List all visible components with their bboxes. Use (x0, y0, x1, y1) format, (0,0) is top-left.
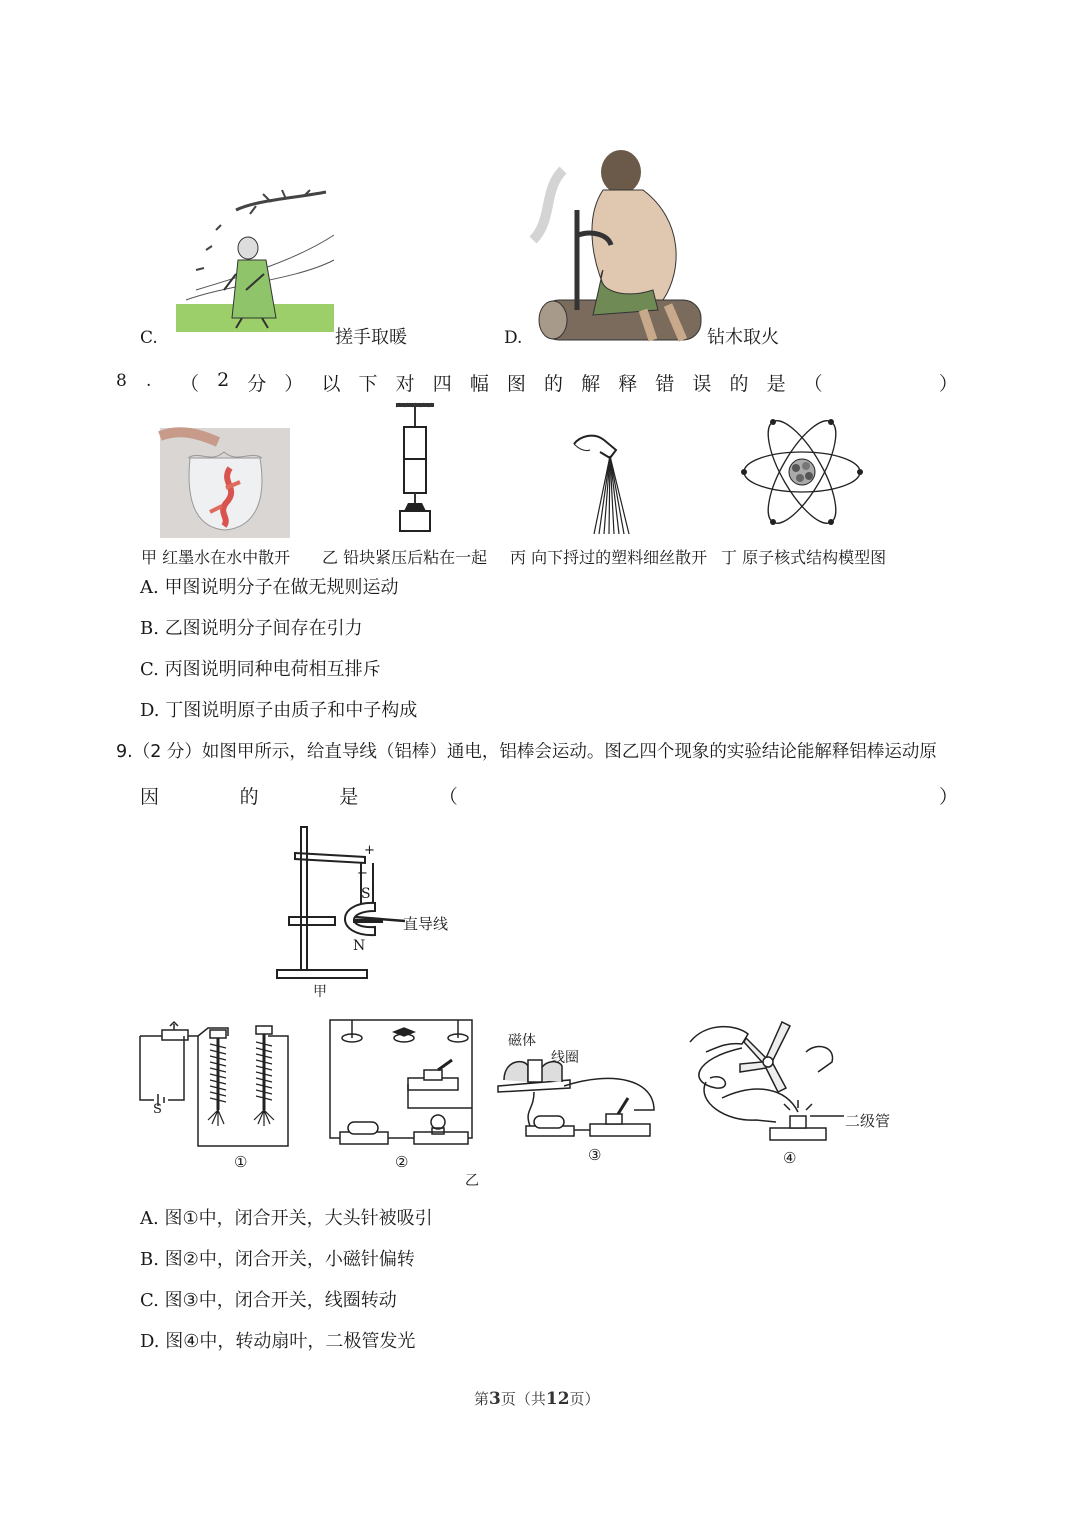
option-d-letter: D. (504, 328, 523, 348)
q9-option-b[interactable]: B. 图②中，闭合开关，小磁针偏转 (140, 1249, 415, 1270)
jia-minus: − (357, 866, 368, 881)
q8-number: 8 (116, 371, 127, 391)
yi-3-magnet-label: 磁体 (508, 1033, 536, 1049)
caption-jia: 甲 红墨水在水中散开 (141, 548, 291, 567)
option-c-text: 搓手取暖 (335, 327, 407, 348)
option-c-letter: C. (140, 328, 158, 348)
yi-4-diode-label: 二级管 (845, 1112, 891, 1130)
caption-bing: 丙 向下捋过的塑料细丝散开 (510, 548, 708, 567)
figure-c-rubbing-hands (176, 190, 336, 332)
jia-plus: + (364, 843, 375, 858)
q8-option-c[interactable]: C. 丙图说明同种电荷相互排斥 (140, 659, 381, 680)
figure-yi-lead-blocks (390, 403, 440, 533)
yi-num-3: ③ (588, 1146, 602, 1164)
yi-3-coil-label: 线圈 (551, 1050, 579, 1066)
figure-yi-1-electromagnet (138, 1018, 293, 1148)
figure-bing-strings (570, 430, 640, 536)
jia-s-pole: S (361, 886, 371, 902)
jia-n-pole: N (353, 938, 366, 954)
q9-stem-line2: 因 的 是 （ ） (140, 786, 958, 808)
q8-stem: （ 2 分 ） 以 下 对 四 幅 图 的 解 释 错 误 的 是 （ ） (180, 369, 958, 395)
yi-caption: 乙 (465, 1173, 479, 1189)
figure-jia-ink (160, 428, 290, 538)
figure-yi-2-compass (328, 1012, 476, 1148)
q8-dot: . (146, 371, 152, 391)
page-footer: 第3页（共12页） (474, 1389, 600, 1409)
q9-option-a[interactable]: A. 图①中，闭合开关，大头针被吸引 (140, 1208, 433, 1229)
q9-option-c[interactable]: C. 图③中，闭合开关，线圈转动 (140, 1290, 397, 1311)
figure-d-drilling-fire (533, 150, 703, 342)
caption-ding: 丁 原子核式结构模型图 (721, 548, 887, 567)
jia-caption: 甲 (313, 984, 327, 1000)
q8-option-a[interactable]: A. 甲图说明分子在做无规则运动 (140, 577, 399, 598)
option-d-text: 钻木取火 (707, 327, 779, 348)
q8-option-d[interactable]: D. 丁图说明原子由质子和中子构成 (140, 700, 418, 721)
yi-num-4: ④ (783, 1149, 797, 1167)
jia-wire-label: 直导线 (403, 915, 449, 933)
q9-option-d[interactable]: D. 图④中，转动扇叶，二极管发光 (140, 1331, 416, 1352)
yi-1-switch-label: S (153, 1102, 162, 1117)
yi-num-1: ① (234, 1153, 248, 1171)
q8-option-b[interactable]: B. 乙图说明分子间存在引力 (140, 618, 363, 639)
figure-ding-atom (740, 410, 864, 534)
q9-stem-line1: 9.（2 分）如图甲所示，给直导线（铝棒）通电，铝棒会运动。图乙四个现象的实验结论能解释铝棒运动原 (116, 742, 937, 762)
yi-num-2: ② (395, 1153, 409, 1171)
caption-yi: 乙 铅块紧压后粘在一起 (322, 548, 488, 567)
